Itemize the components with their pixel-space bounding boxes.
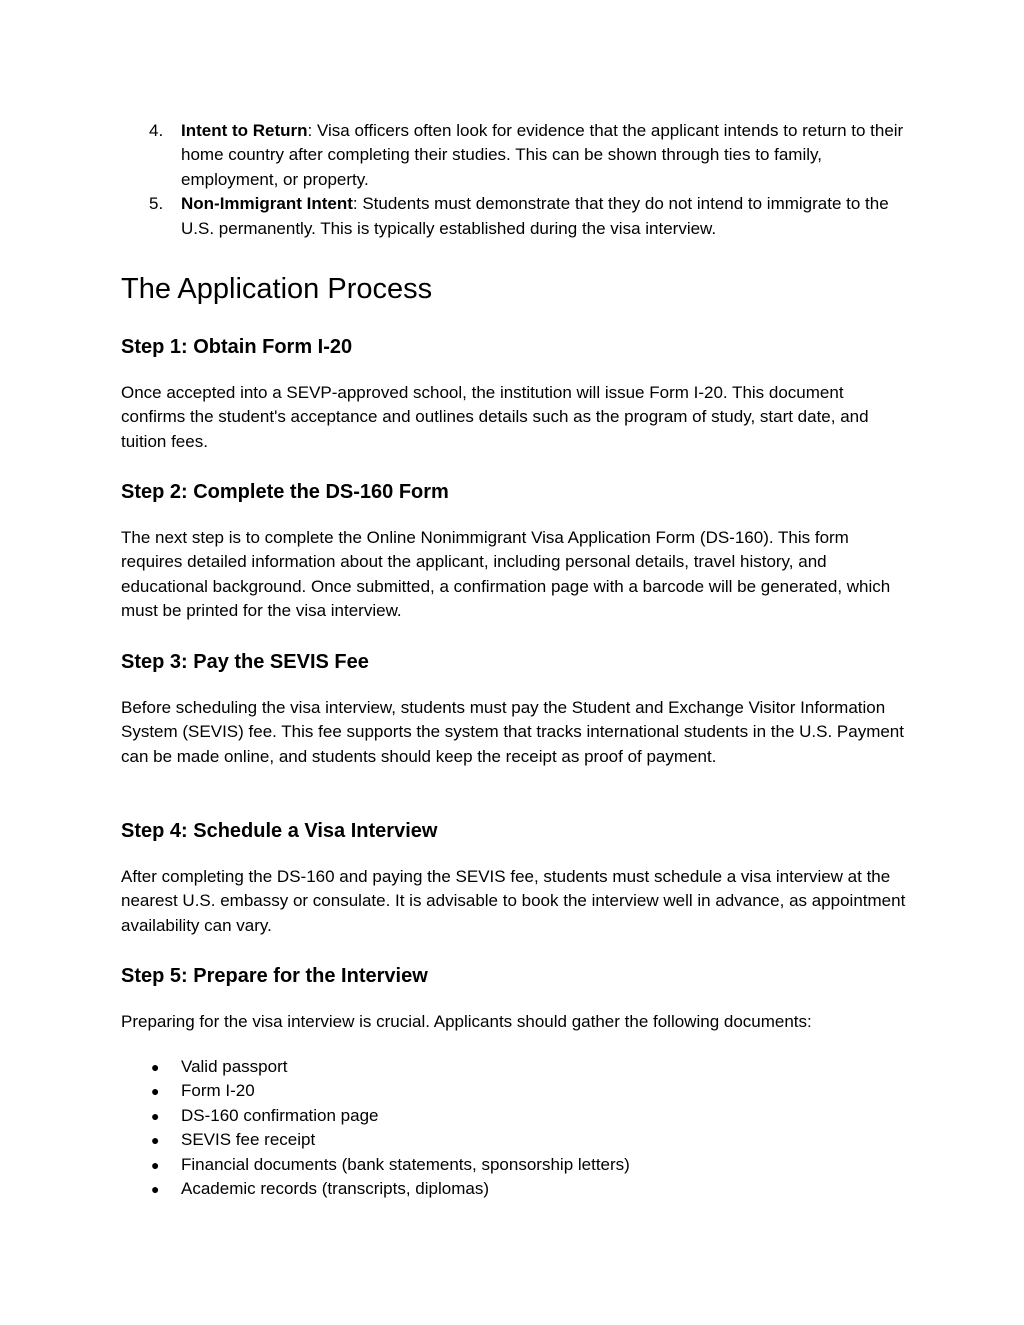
- list-text: Valid passport: [181, 1057, 288, 1076]
- bullet-icon: ●: [151, 1107, 160, 1124]
- list-item: [121, 1104, 911, 1128]
- bullet-icon: ●: [151, 1156, 160, 1173]
- bullet-icon: ●: [151, 1132, 160, 1149]
- list-text: : Students must demonstrate that they do not intend to immigrate to the U.S. permanently. This is typically established during the visa interview.: [181, 194, 889, 238]
- list-number: 4.: [149, 121, 164, 140]
- section-title: The Application Process: [121, 273, 433, 305]
- bullet-icon: ●: [151, 1181, 160, 1198]
- step-body-4: After completing the DS-160 and paying the SEVIS fee, students must schedule a visa interview at the nearest U.S. embassy or consulate. It is advisable to book the interview well in advance, as appointment availability can vary.: [121, 867, 906, 935]
- list-text: SEVIS fee receipt: [181, 1130, 316, 1150]
- list-text: Form I-20: [181, 1081, 255, 1101]
- list-term: Non-Immigrant Intent: [181, 194, 353, 214]
- list-text: DS-160 confirmation page: [181, 1105, 379, 1125]
- list-item: [121, 1055, 911, 1079]
- list-text: Academic records (transcripts, diplomas): [181, 1179, 489, 1199]
- list-text: Financial documents (bank statements, sponsorship letters): [181, 1154, 630, 1174]
- criteria-list: [121, 119, 911, 241]
- step-heading-1: Step 1: Obtain Form I-20: [121, 336, 353, 358]
- list-item: [121, 1177, 911, 1201]
- list-number: 5.: [149, 194, 164, 214]
- list-term: Intent to Return: [181, 121, 308, 140]
- bullet-icon: ●: [151, 1059, 160, 1075]
- step-heading-5: Step 5: Prepare for the Interview: [121, 965, 428, 987]
- list-item: [121, 192, 911, 241]
- list-item: [121, 1128, 911, 1152]
- step-body-3: Before scheduling the visa interview, students must pay the Student and Exchange Visitor Information System (SEVIS) fee. This fee supports the system that tracks international students in the U.S. Payment can be made online, and students should keep the receipt as proof of payment.: [121, 698, 904, 766]
- step-body-1: Once accepted into a SEVP-approved school, the institution will issue Form I-20. This document confirms the student's acceptance and outlines details such as the program of study, start date, and tuition fees.: [121, 383, 869, 451]
- step-heading-2: Step 2: Complete the DS-160 Form: [121, 481, 449, 503]
- bullet-icon: ●: [151, 1083, 160, 1100]
- list-text: : Visa officers often look for evidence that the applicant intends to return to their home country after completing their studies. This can be shown through ties to family, employment, or property.: [181, 121, 904, 189]
- list-item: [121, 119, 911, 192]
- step-body-2: The next step is to complete the Online Nonimmigrant Visa Application Form (DS-160). This form requires detailed information about the applicant, including personal details, travel history, and educational background. Once submitted, a confirmation page with a barcode will be generated, which must be printed for the visa interview.: [121, 528, 891, 621]
- step-heading-4: Step 4: Schedule a Visa Interview: [121, 820, 438, 842]
- list-item: [121, 1153, 911, 1177]
- step-heading-3: Step 3: Pay the SEVIS Fee: [121, 651, 369, 673]
- list-item: [121, 1079, 911, 1103]
- step-body-5: Preparing for the visa interview is crucial. Applicants should gather the following documents:: [121, 1012, 812, 1031]
- documents-list: [121, 1055, 911, 1201]
